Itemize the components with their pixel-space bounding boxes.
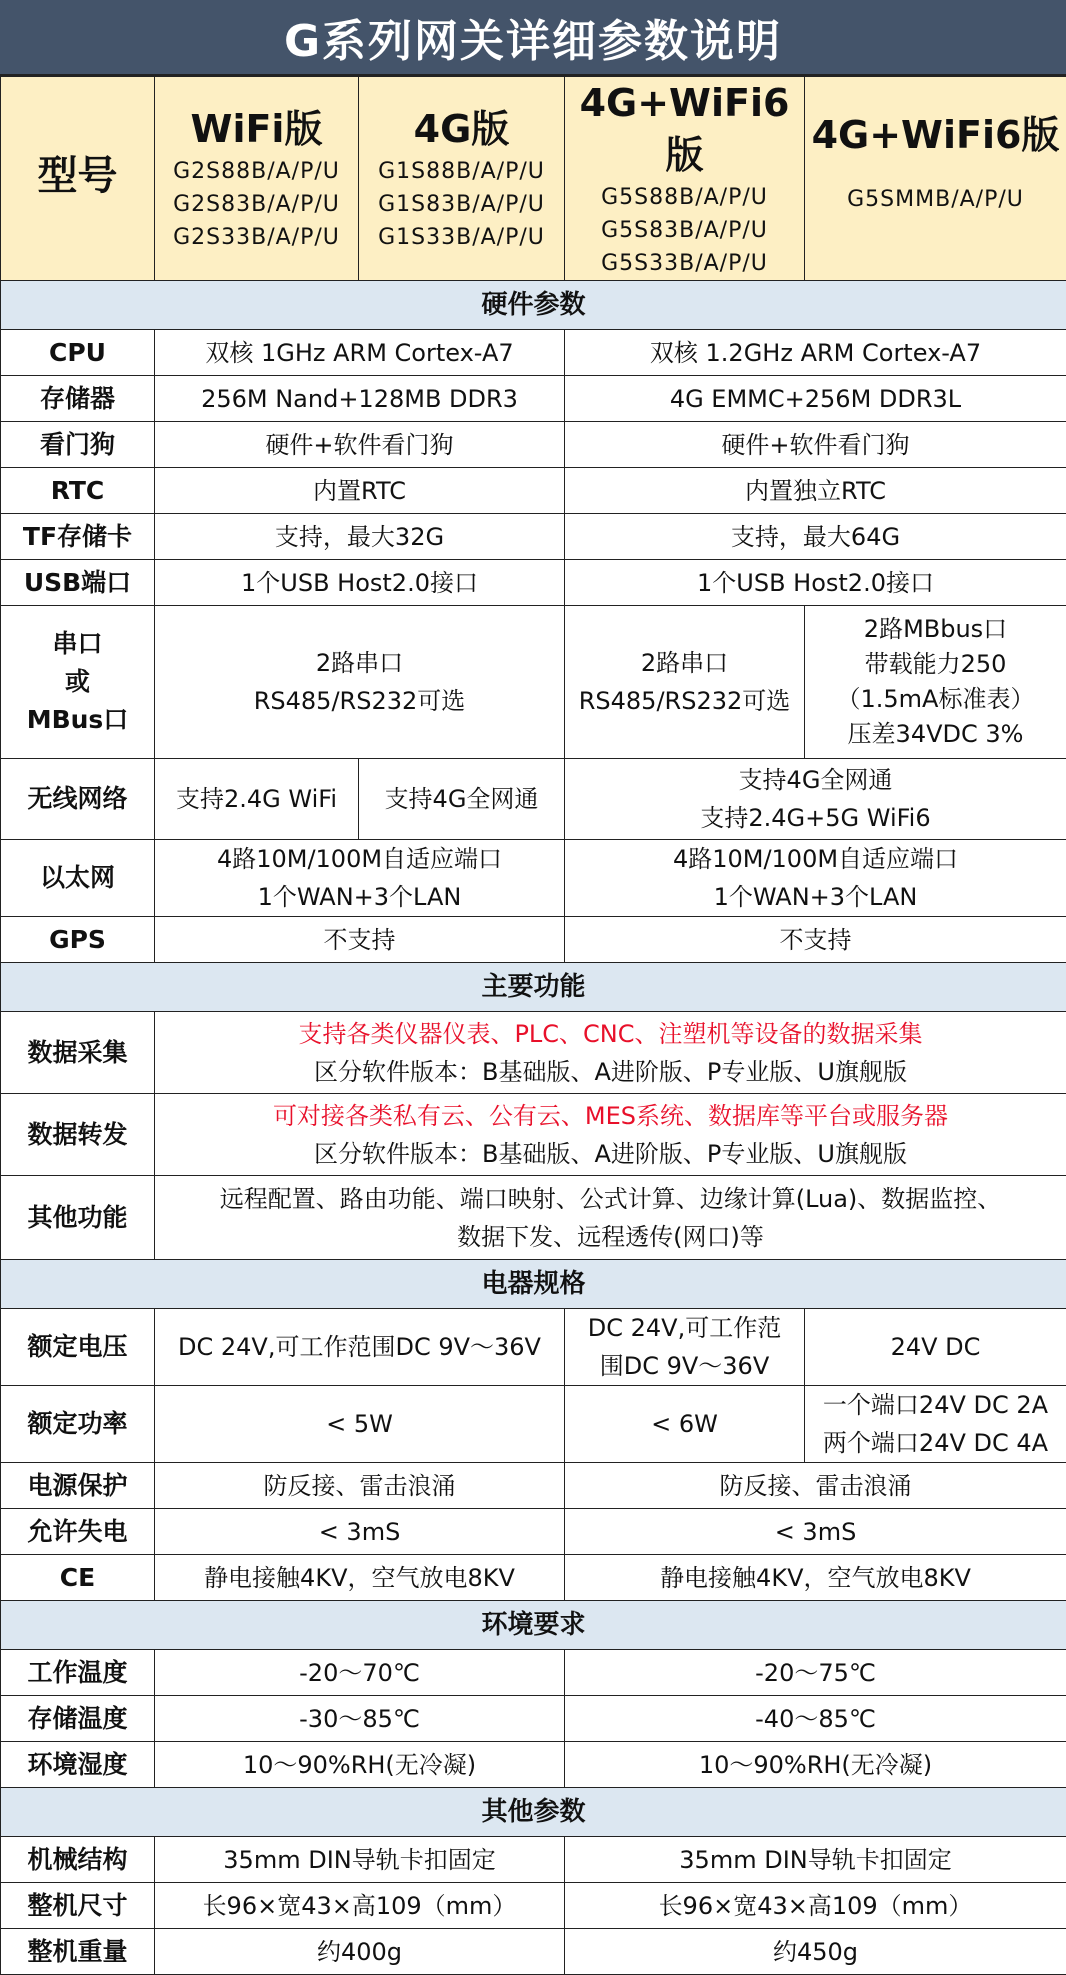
- row-value: 4路10M/100M自适应端口 1个WAN+3个LAN: [565, 840, 1066, 917]
- row-value: 1个USB Host2.0接口: [155, 560, 565, 606]
- row-value: < 6W: [565, 1386, 805, 1463]
- table-row: [1, 1555, 1066, 1601]
- section-other: 其他参数: [1, 1788, 1066, 1837]
- row-value: 支持2.4G WiFi: [155, 759, 359, 840]
- row-value: 可对接各类私有云、公有云、MES系统、数据库等平台或服务器 区分软件版本：B基础版、A进阶版、P专业版、U旗舰版: [155, 1094, 1066, 1176]
- section-electrical: 电器规格: [1, 1260, 1066, 1309]
- row-value: 4G EMMC+256M DDR3L: [565, 376, 1066, 422]
- table-row: [1, 1176, 1066, 1260]
- table-row: [1, 330, 1066, 376]
- model-4g: [359, 77, 565, 281]
- model-code: G5SMMB/A/P/U: [809, 183, 1062, 216]
- row-label: 看门狗: [1, 422, 155, 468]
- row-label: 数据转发: [1, 1094, 155, 1176]
- table-row: [1, 1837, 1066, 1883]
- row-value: 长96×宽43×高109（mm）: [155, 1883, 565, 1929]
- row-label: 电源保护: [1, 1463, 155, 1509]
- row-label: 存储器: [1, 376, 155, 422]
- table-row: [1, 606, 1066, 759]
- row-value: 防反接、雷击浪涌: [155, 1463, 565, 1509]
- model-name: 4G+WiFi6版: [569, 77, 800, 181]
- spec-table: [0, 76, 1066, 1975]
- row-value: 2路串口 RS485/RS232可选: [155, 606, 565, 759]
- model-code: G5S33B/A/P/U: [569, 247, 800, 280]
- section-hardware: 硬件参数: [1, 281, 1066, 330]
- row-value: 双核 1.2GHz ARM Cortex-A7: [565, 330, 1066, 376]
- table-row: [1, 1094, 1066, 1176]
- row-label: 整机重量: [1, 1929, 155, 1975]
- row-label: 允许失电: [1, 1509, 155, 1555]
- row-label: CPU: [1, 330, 155, 376]
- row-label: 串口 或 MBus口: [1, 606, 155, 759]
- model-code: G2S83B/A/P/U: [159, 188, 354, 221]
- row-label: 数据采集: [1, 1012, 155, 1094]
- row-label: 环境湿度: [1, 1742, 155, 1788]
- row-value: 10～90%RH(无冷凝): [565, 1742, 1066, 1788]
- model-4g-wifi6-mbus: [805, 77, 1066, 281]
- table-row: [1, 422, 1066, 468]
- table-row: [1, 514, 1066, 560]
- row-value: 硬件+软件看门狗: [155, 422, 565, 468]
- table-row: [1, 1463, 1066, 1509]
- model-wifi: [155, 77, 359, 281]
- row-label: CE: [1, 1555, 155, 1601]
- row-value: 内置独立RTC: [565, 468, 1066, 514]
- row-value: 静电接触4KV，空气放电8KV: [565, 1555, 1066, 1601]
- model-code: G1S88B/A/P/U: [363, 155, 560, 188]
- row-label: 额定电压: [1, 1309, 155, 1386]
- row-value: 不支持: [155, 917, 565, 963]
- table-row: [1, 468, 1066, 514]
- row-value: 一个端口24V DC 2A 两个端口24V DC 4A: [805, 1386, 1066, 1463]
- table-row: [1, 759, 1066, 840]
- table-row: [1, 1742, 1066, 1788]
- table-row: [1, 1012, 1066, 1094]
- row-value: DC 24V,可工作范 围DC 9V～36V: [565, 1309, 805, 1386]
- row-label: GPS: [1, 917, 155, 963]
- table-row: [1, 376, 1066, 422]
- table-row: [1, 1650, 1066, 1696]
- row-value: 内置RTC: [155, 468, 565, 514]
- row-label: 额定功率: [1, 1386, 155, 1463]
- row-value: 双核 1GHz ARM Cortex-A7: [155, 330, 565, 376]
- row-label: 机械结构: [1, 1837, 155, 1883]
- model-code: G5S83B/A/P/U: [569, 214, 800, 247]
- model-header-row: [1, 77, 1066, 281]
- row-value: -30～85℃: [155, 1696, 565, 1742]
- row-value: 防反接、雷击浪涌: [565, 1463, 1066, 1509]
- row-value: 静电接触4KV，空气放电8KV: [155, 1555, 565, 1601]
- row-value: < 3mS: [565, 1509, 1066, 1555]
- row-label: RTC: [1, 468, 155, 514]
- row-value: 支持4G全网通 支持2.4G+5G WiFi6: [565, 759, 1066, 840]
- row-value: DC 24V,可工作范围DC 9V～36V: [155, 1309, 565, 1386]
- row-value: 256M Nand+128MB DDR3: [155, 376, 565, 422]
- model-code: G2S88B/A/P/U: [159, 155, 354, 188]
- row-value: < 3mS: [155, 1509, 565, 1555]
- row-value: -20～70℃: [155, 1650, 565, 1696]
- row-value: 支持4G全网通: [359, 759, 565, 840]
- row-value: 2路串口 RS485/RS232可选: [565, 606, 805, 759]
- table-row: [1, 1696, 1066, 1742]
- model-name: 4G版: [363, 103, 560, 155]
- section-functions: 主要功能: [1, 963, 1066, 1012]
- row-value: 不支持: [565, 917, 1066, 963]
- table-row: [1, 1386, 1066, 1463]
- page-title: G系列网关详细参数说明: [0, 0, 1066, 76]
- model-code: G2S33B/A/P/U: [159, 221, 354, 254]
- row-value: 约450g: [565, 1929, 1066, 1975]
- row-value: < 5W: [155, 1386, 565, 1463]
- model-code: G1S83B/A/P/U: [363, 188, 560, 221]
- model-label: 型号: [1, 77, 155, 281]
- row-value: 远程配置、路由功能、端口映射、公式计算、边缘计算(Lua)、数据监控、 数据下发、远程透传(网口)等: [155, 1176, 1066, 1260]
- row-value: -20～75℃: [565, 1650, 1066, 1696]
- row-label: 其他功能: [1, 1176, 155, 1260]
- row-value: 硬件+软件看门狗: [565, 422, 1066, 468]
- table-row: [1, 1883, 1066, 1929]
- row-value: 支持，最大64G: [565, 514, 1066, 560]
- row-value: 约400g: [155, 1929, 565, 1975]
- model-code: G1S33B/A/P/U: [363, 221, 560, 254]
- row-label: 存储温度: [1, 1696, 155, 1742]
- row-value: 1个USB Host2.0接口: [565, 560, 1066, 606]
- row-value: 长96×宽43×高109（mm）: [565, 1883, 1066, 1929]
- row-value: 支持各类仪器仪表、PLC、CNC、注塑机等设备的数据采集 区分软件版本：B基础版、A进阶版、P专业版、U旗舰版: [155, 1012, 1066, 1094]
- model-name: 4G+WiFi6版: [809, 109, 1062, 161]
- row-value: 4路10M/100M自适应端口 1个WAN+3个LAN: [155, 840, 565, 917]
- model-name: WiFi版: [159, 103, 354, 155]
- table-row: [1, 1509, 1066, 1555]
- row-value: 35mm DIN导轨卡扣固定: [155, 1837, 565, 1883]
- model-4g-wifi6: [565, 77, 805, 281]
- model-code: G5S88B/A/P/U: [569, 181, 800, 214]
- row-value: 35mm DIN导轨卡扣固定: [565, 1837, 1066, 1883]
- row-value: 2路MBbus口 带载能力250 （1.5mA标准表） 压差34VDC 3%: [805, 606, 1066, 759]
- table-row: [1, 840, 1066, 917]
- row-label: 整机尺寸: [1, 1883, 155, 1929]
- section-environment: 环境要求: [1, 1601, 1066, 1650]
- row-label: 以太网: [1, 840, 155, 917]
- table-row: [1, 917, 1066, 963]
- row-value: 支持，最大32G: [155, 514, 565, 560]
- row-label: TF存储卡: [1, 514, 155, 560]
- table-row: [1, 1309, 1066, 1386]
- table-row: [1, 560, 1066, 606]
- row-value: 10～90%RH(无冷凝): [155, 1742, 565, 1788]
- table-row: [1, 1929, 1066, 1975]
- row-label: 无线网络: [1, 759, 155, 840]
- row-label: USB端口: [1, 560, 155, 606]
- row-value: -40～85℃: [565, 1696, 1066, 1742]
- row-value: 24V DC: [805, 1309, 1066, 1386]
- row-label: 工作温度: [1, 1650, 155, 1696]
